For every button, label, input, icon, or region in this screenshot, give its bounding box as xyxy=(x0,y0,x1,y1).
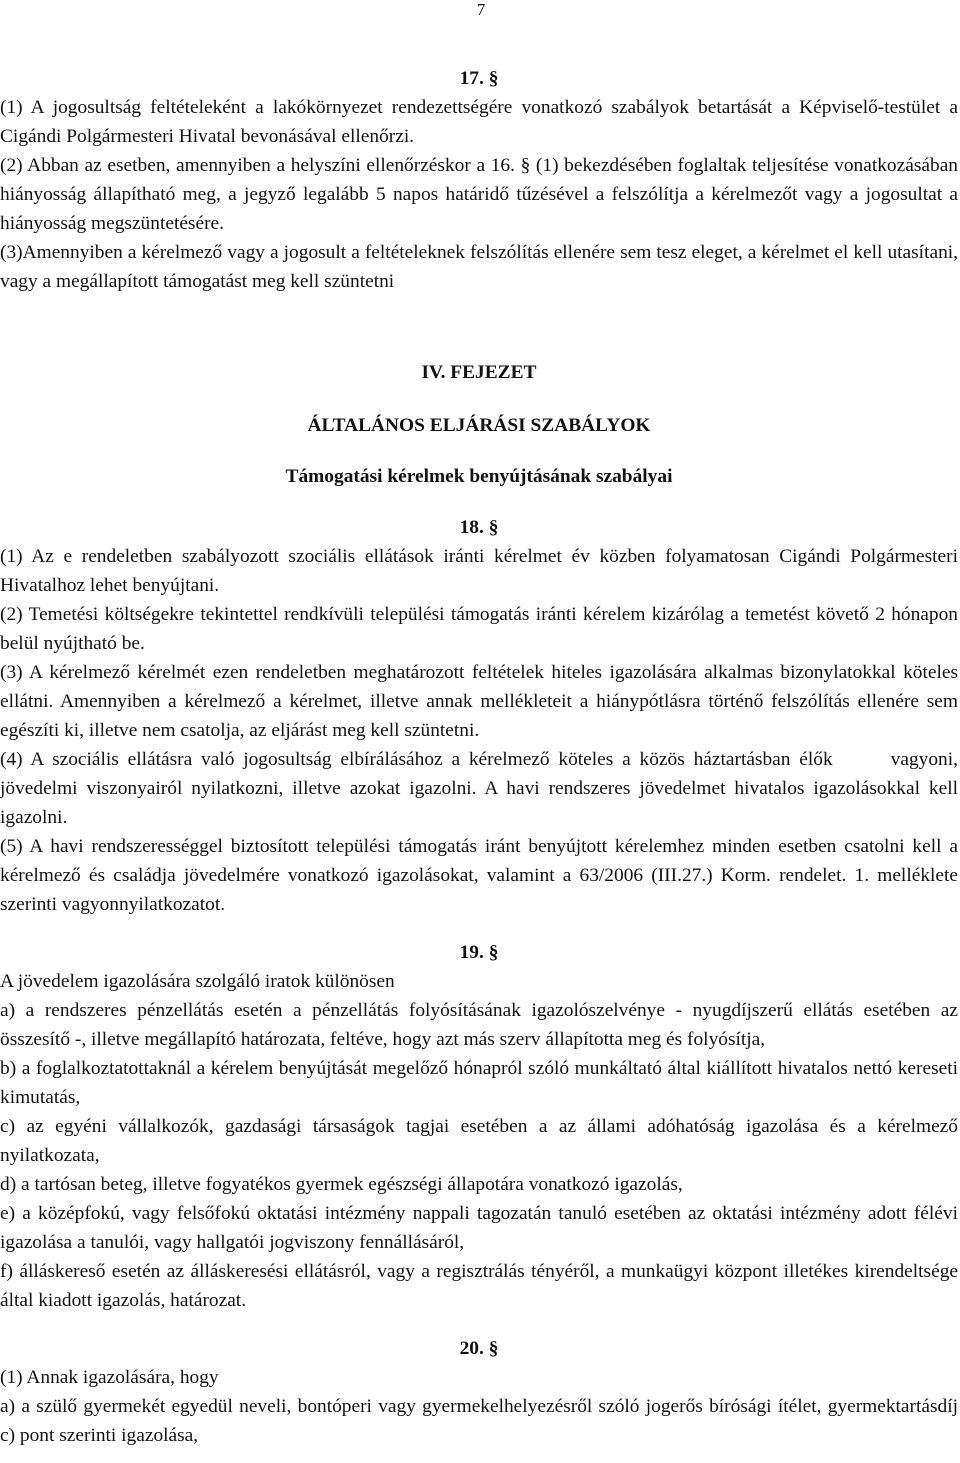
section-heading-19: 19. § xyxy=(459,942,499,963)
paragraph-17-2: (2) Abban az esetben, amennyiben a helyszíni ellenőrzéskor a 16. § (1) bekezdésében foglaltak teljesítése vonatkozásában hiányosság állapítható meg, a jegyző legalább 5 napos határidő tűzésével a felszólítja a kérelmezőt vagy a jogosultat a hiányosság megszüntetésére. xyxy=(0,155,958,234)
list-item-19-a: a) a rendszeres pénzellátás esetén a pénzellátás folyósításának igazolószelvénye - nyugdíjszerű ellátás esetében az összesítő -, illetve megállapító határozata, feltéve, hogy azt más szerv állapította meg és folyósítja, xyxy=(0,1000,958,1050)
document-body xyxy=(0,64,958,1450)
list-item-19-e: e) a középfokú, vagy felsőfokú oktatási intézmény nappali tagozatán tanuló esetében az oktatási intézmény adott félévi igazolása a tanulói, vagy hallgatói jogviszony fennállásáról, xyxy=(0,1203,958,1253)
paragraph-18-4-start: (4) A szociális ellátásra való jogosultság elbírálásához a kérelmező köteles a közös háztartásban élők xyxy=(0,749,833,770)
paragraph-18-4-end: vagyoni, jövedelmi viszonyairól nyilatkozni, illetve azokat igazolni. A havi rendszeres jövedelmet hivatalos igazolásokkal kell igazolni. xyxy=(0,749,958,828)
paragraph-18-4 xyxy=(0,745,958,832)
chapter-number: IV. FEJEZET xyxy=(421,362,537,383)
section-heading-20: 20. § xyxy=(459,1338,499,1359)
list-item-19-b: b) a foglalkoztatottaknál a kérelem benyújtását megelőző hónapról szóló munkáltató által kiállított hivatalos nettó kereseti kimutatás, xyxy=(0,1058,958,1108)
paragraph-18-1: (1) Az e rendeletben szabályozott szociális ellátások iránti kérelmet év közben folyamatosan Cigándi Polgármesteri Hivatalhoz lehet benyújtani. xyxy=(0,546,958,596)
paragraph-18-2: (2) Temetési költségekre tekintettel rendkívüli települési támogatás iránti kérelem kizárólag a temetést követő 2 hónapon belül nyújtható be. xyxy=(0,604,958,654)
paragraph-18-5: (5) A havi rendszerességgel biztosított települési támogatás iránt benyújtott kérelemhez minden esetben csatolni kell a kérelmező és családja jövedelmére vonatkozó igazolásokat, valamint a 63/2006 (III.27.) Korm. rendelet. 1. melléklete szerinti vagyonnyilatkozatot. xyxy=(0,836,958,915)
paragraph-17-1: (1) A jogosultság feltételeként a lakókörnyezet rendezettségére vonatkozó szabályok betartását a Képviselő-testület a Cigándi Polgármesteri Hivatal bevonásával ellenőrzi. xyxy=(0,97,958,147)
chapter-subtitle: Támogatási kérelmek benyújtásának szabályai xyxy=(285,466,673,487)
section-heading-18: 18. § xyxy=(459,517,499,538)
paragraph-19-intro: A jövedelem igazolására szolgáló iratok különösen xyxy=(0,971,395,992)
list-item-20-a: a) a szülő gyermekét egyedül neveli, bontóperi vagy gyermekelhelyezésről szóló jogerős bírósági ítélet, gyermektartásdíj c) pont szerinti igazolása, xyxy=(0,1396,958,1446)
list-item-19-f: f) álláskereső esetén az álláskeresési ellátásról, vagy a regisztrálás tényéről, a munkaügyi központ illetékes kirendeltsége által kiadott igazolás, határozat. xyxy=(0,1261,958,1311)
page-number: 7 xyxy=(476,0,486,19)
chapter-title: ÁLTALÁNOS ELJÁRÁSI SZABÁLYOK xyxy=(307,415,651,436)
paragraph-20-1: (1) Annak igazolására, hogy xyxy=(0,1367,219,1388)
paragraph-17-3: (3)Amennyiben a kérelmező vagy a jogosult a feltételeknek felszólítás ellenére sem tesz eleget, a kérelmet el kell utasítani, vagy a megállapított támogatást meg kell szüntetni xyxy=(0,242,958,292)
list-item-19-d: d) a tartósan beteg, illetve fogyatékos gyermek egészségi állapotára vonatkozó igazolás, xyxy=(0,1174,683,1195)
list-item-19-c: c) az egyéni vállalkozók, gazdasági társaságok tagjai esetében a az állami adóhatóság igazolása és a kérelmező nyilatkozata, xyxy=(0,1116,958,1166)
paragraph-18-3: (3) A kérelmező kérelmét ezen rendeletben meghatározott feltételek hiteles igazolására alkalmas bizonylatokkal köteles ellátni. Amennyiben a kérelmező a kérelmet, illetve annak mellékleteit a hiánypótlásra történő felszólítás ellenére sem egészíti ki, illetve nem csatolja, az eljárást meg kell szüntetni. xyxy=(0,662,958,741)
section-heading-17: 17. § xyxy=(459,68,499,89)
